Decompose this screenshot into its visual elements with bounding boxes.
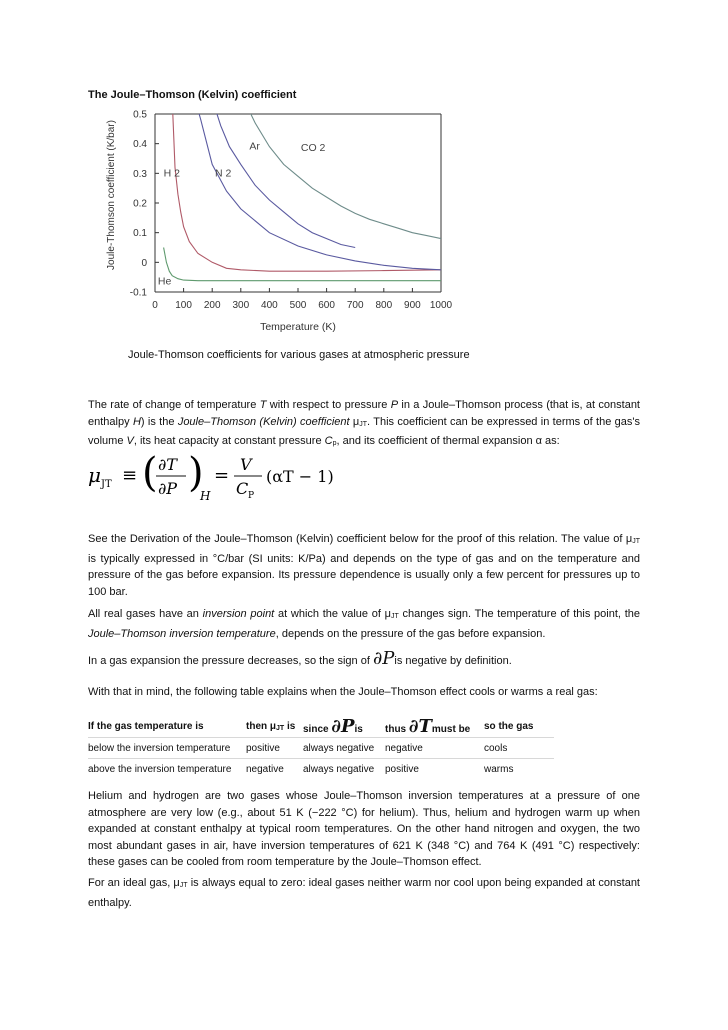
table-header-row: [88, 716, 554, 738]
x-tick-label: 500: [289, 300, 307, 311]
formula-sub-h: H: [200, 489, 211, 503]
y-tick-label: 0.1: [133, 228, 147, 240]
formula-paren-open: (: [142, 450, 158, 496]
y-tick-label: 0.3: [133, 168, 147, 180]
x-tick-label: 900: [404, 300, 421, 311]
table-cell: positive: [385, 763, 419, 775]
formula-den-right: C: [236, 479, 249, 498]
series-label: H 2: [163, 167, 180, 180]
x-tick-label: 800: [375, 300, 393, 311]
paragraph-ideal-gas: For an ideal gas, μJT is always equal to zero: ideal gases neither warm nor cool upon being expanded at constant enthalpy.: [88, 877, 640, 909]
paragraph-helium-hydrogen: Helium and hydrogen are two gases whose Joule–Thomson inversion temperatures at a pressure of one atmosphere are very low (e.g., about 51 K (−222 °C) for helium). Thus, helium and hydrogen warm up when expanded at constant enthalpy at typical room temperatures. On the other hand nitrogen and oxygen, the two most abundant gases in air, have inversion temperatures of 621 K (348 °C) and 764 K (491 °C) respectively: these gases can be cooled from room temperature by the Joule–Thomson effect.: [88, 790, 640, 869]
paragraph-sign: In a gas expansion the pressure decreases, so the sign of ∂Pis negative by definition.: [88, 648, 512, 669]
table-cell: cools: [484, 738, 554, 759]
y-tick-label: 0.5: [133, 109, 147, 121]
series-label: He: [157, 275, 172, 288]
x-tick-label: 1000: [429, 300, 453, 311]
x-tick-label: 200: [203, 300, 221, 311]
y-tick-label: 0: [141, 257, 147, 269]
y-tick-label: 0.2: [133, 198, 147, 210]
paragraph-units: See the Derivation of the Joule–Thomson (Kelvin) coefficient below for the proof of this relation. The value of μJT is typically expressed in °C/bar (SI units: K/Pa) and depends on the type of gas and on the temperature and pressure of the gas before expansion. Its pressure dependence is usually only a few percent for pressures up to 100 bar.: [88, 533, 640, 598]
table-cell: negative: [385, 738, 484, 759]
formula-paren-close: ): [188, 450, 204, 496]
series-line: [244, 104, 441, 239]
formula-num-left: ∂T: [158, 455, 177, 474]
table-header-cell: thus ∂Tmust be: [385, 716, 484, 738]
formula-equiv: ≡: [122, 465, 138, 486]
table-cell: above the inversion temperature: [88, 763, 232, 775]
paragraph-table-intro: With that in mind, the following table explains when the Joule–Thomson effect cools or warms a real gas:: [88, 686, 598, 698]
formula-eq: =: [214, 465, 230, 486]
formula-lhs-sub: JT: [101, 479, 112, 490]
table-cell: always negative: [303, 763, 375, 775]
table-cell: positive: [246, 738, 303, 759]
formula-den-left: ∂P: [158, 479, 178, 498]
formula-lhs: μ: [88, 463, 101, 487]
table-header-cell: since ∂Pis: [303, 716, 385, 738]
y-tick-label: -0.1: [129, 287, 147, 299]
jt-coefficient-chart: [100, 104, 460, 339]
table-cell: warms: [484, 763, 514, 775]
x-tick-label: 400: [261, 300, 278, 311]
x-axis-label: Temperature (K): [260, 321, 336, 333]
series-line: [212, 104, 355, 248]
series-line: [172, 104, 441, 271]
series-line: [164, 248, 441, 281]
figure-caption: Joule-Thomson coefficients for various gases at atmospheric pressure: [128, 349, 470, 361]
x-tick-label: 700: [346, 300, 364, 311]
x-tick-label: 100: [175, 300, 192, 311]
partial-p-symbol: ∂P: [372, 648, 395, 669]
jt-effect-table: [88, 716, 554, 779]
y-axis-label: Joule-Thomson coefficient (K/bar): [106, 120, 117, 270]
x-tick-label: 300: [232, 300, 250, 311]
series-line: [195, 104, 441, 270]
table-header-cell: then μJT is: [246, 716, 303, 738]
table-cell: always negative: [303, 738, 385, 759]
series-label: N 2: [215, 167, 232, 180]
x-tick-label: 0: [152, 300, 158, 311]
formula-num-right: V: [240, 455, 252, 474]
table-cell: negative: [246, 763, 284, 775]
formula-tail: (αT − 1): [266, 467, 334, 486]
series-label: CO 2: [300, 142, 326, 155]
formula-graphic: [88, 448, 348, 504]
x-tick-label: 600: [318, 300, 335, 311]
paragraph-intro: The rate of change of temperature T with respect to pressure P in a Joule–Thomson process (that is, at constant enthalpy H) is the Joule–Thomson (Kelvin) coefficient μJT. This coefficient can be expressed in terms of the gas's volume V, its heat capacity at constant pressure Cp, and its coefficient of thermal expansion α as:: [88, 399, 640, 448]
table-row: [88, 738, 554, 759]
table-cell: below the inversion temperature: [88, 738, 246, 759]
formula-den-right-sub: P: [248, 491, 255, 501]
jt-formula: [88, 448, 348, 510]
section-heading: The Joule–Thomson (Kelvin) coefficient: [88, 89, 297, 101]
y-tick-label: 0.4: [133, 139, 147, 151]
paragraph-inversion: All real gases have an inversion point at which the value of μJT changes sign. The temperature of this point, the Joule–Thomson inversion temperature, depends on the pressure of the gas before expansion.: [88, 608, 640, 640]
series-label: Ar: [249, 140, 260, 153]
table-header-cell: so the gas: [484, 716, 554, 738]
table-header-cell: If the gas temperature is: [88, 716, 246, 738]
table-row: [88, 759, 554, 780]
